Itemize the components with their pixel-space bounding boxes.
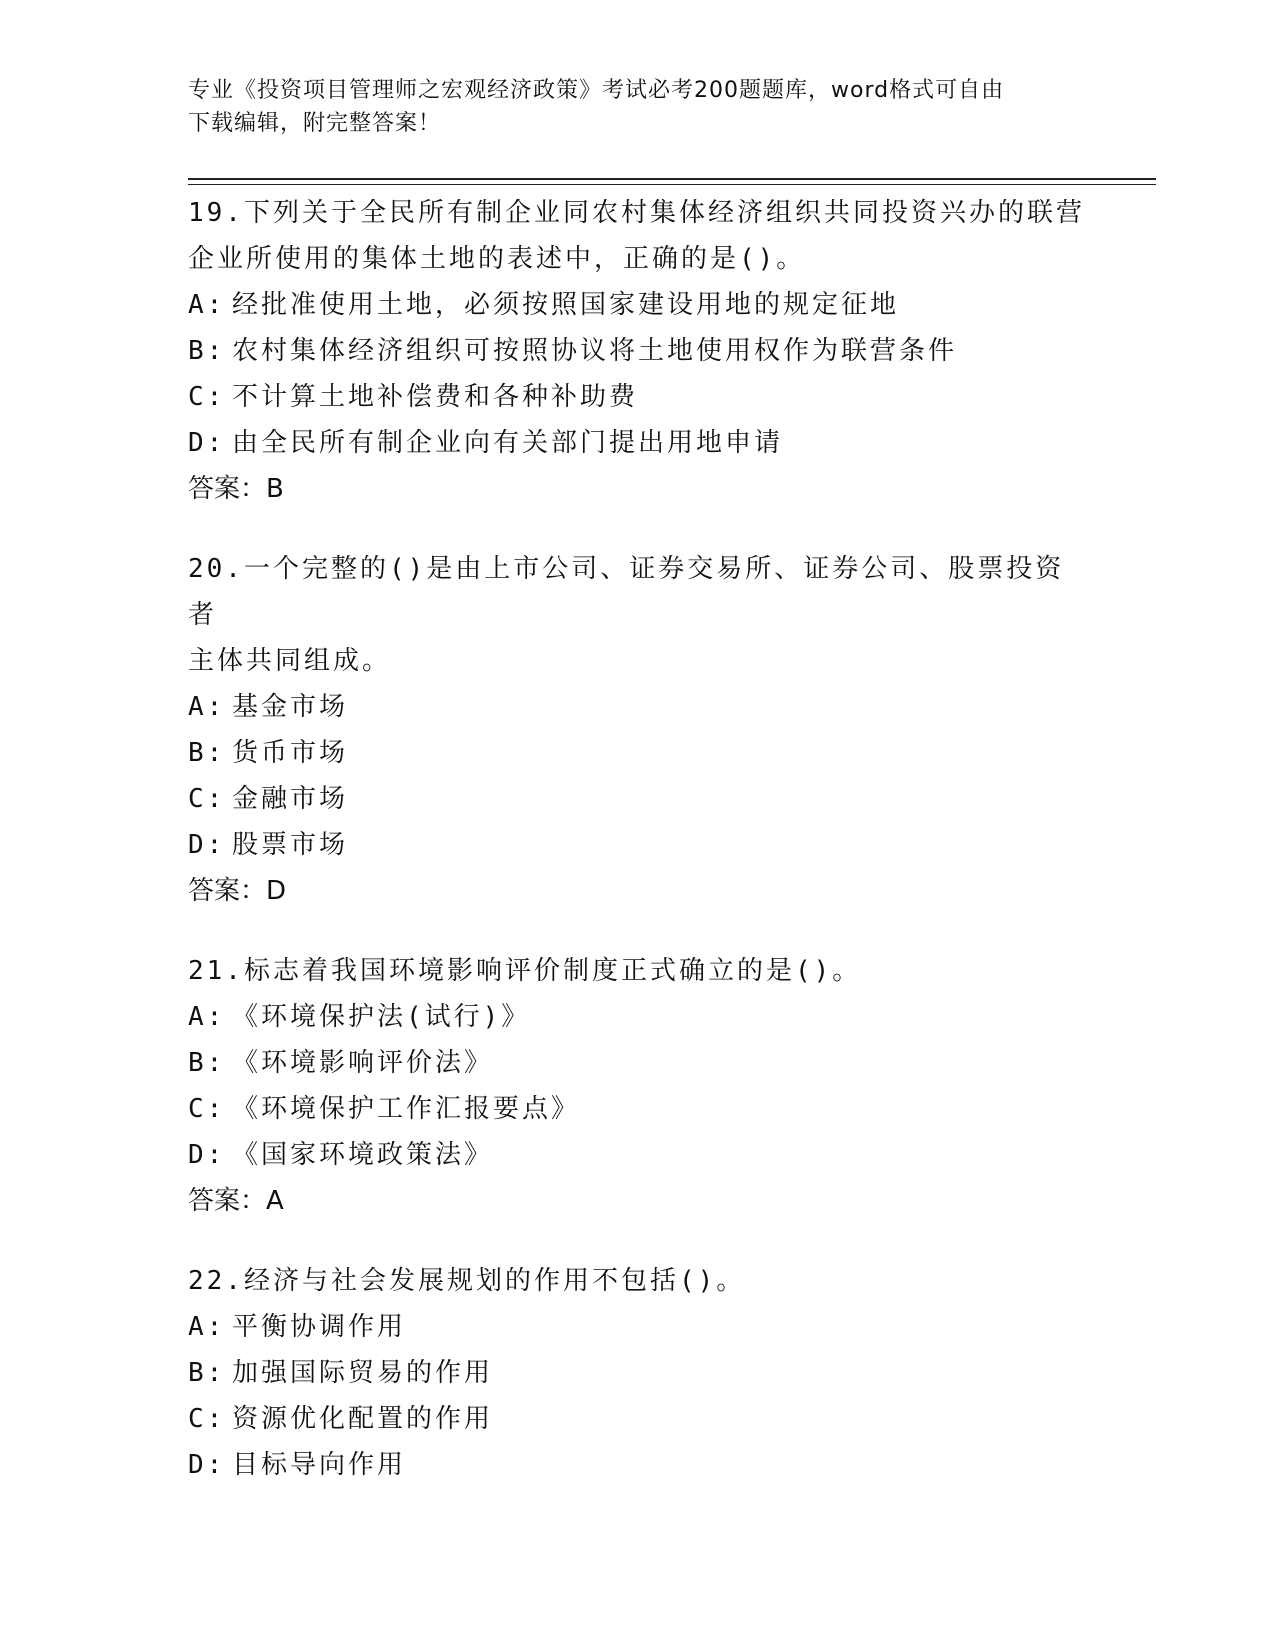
option-text: 股票市场 [232, 830, 349, 860]
option-text: 《环境影响评价法》 [232, 1048, 494, 1078]
option-c [188, 1396, 1088, 1442]
question-stem-line-1: 22.经济与社会发展规划的作用不包括()。 [188, 1266, 746, 1296]
option-key: D: [188, 428, 226, 458]
question-stem [188, 190, 1088, 282]
option-text: 由全民所有制企业向有关部门提出用地申请 [232, 428, 784, 458]
option-text: 平衡协调作用 [232, 1312, 407, 1342]
option-c [188, 374, 1088, 420]
option-text: 《国家环境政策法》 [232, 1140, 494, 1170]
option-key: B: [188, 336, 226, 366]
question-stem-line-2: 企业所使用的集体土地的表述中，正确的是()。 [188, 244, 806, 274]
option-b [188, 1350, 1088, 1396]
question-22 [188, 1258, 1088, 1488]
answer-label: 答案：B [188, 474, 284, 504]
option-text: 基金市场 [232, 692, 349, 722]
option-key: B: [188, 1048, 226, 1078]
option-key: C: [188, 382, 226, 412]
option-key: A: [188, 290, 226, 320]
question-20 [188, 546, 1088, 914]
option-text: 货币市场 [232, 738, 349, 768]
option-key: A: [188, 1312, 226, 1342]
option-d [188, 1132, 1088, 1178]
option-d [188, 822, 1088, 868]
question-21 [188, 948, 1088, 1224]
question-stem-line-1: 20.一个完整的()是由上市公司、证券交易所、证券公司、股票投资者 [188, 554, 1065, 630]
answer-label: 答案：A [188, 1186, 284, 1216]
option-a [188, 282, 1088, 328]
option-key: C: [188, 1094, 226, 1124]
option-key: B: [188, 1358, 226, 1388]
answer-label: 答案：D [188, 876, 287, 906]
option-key: D: [188, 1450, 226, 1480]
option-text: 农村集体经济组织可按照协议将土地使用权作为联营条件 [232, 336, 958, 366]
question-list [188, 190, 1088, 1522]
question-stem-line-1: 19.下列关于全民所有制企业同农村集体经济组织共同投资兴办的联营 [188, 198, 1085, 228]
question-stem [188, 948, 1088, 994]
option-d [188, 1442, 1088, 1488]
option-a [188, 1304, 1088, 1350]
header-divider-thick [188, 178, 1156, 180]
option-b [188, 1040, 1088, 1086]
option-text: 《环境保护法(试行)》 [232, 1002, 531, 1032]
option-c [188, 1086, 1088, 1132]
option-key: A: [188, 1002, 226, 1032]
option-key: C: [188, 1404, 226, 1434]
option-a [188, 684, 1088, 730]
option-key: B: [188, 738, 226, 768]
question-stem [188, 1258, 1088, 1304]
question-stem [188, 546, 1088, 684]
option-key: D: [188, 830, 226, 860]
option-text: 《环境保护工作汇报要点》 [232, 1094, 581, 1124]
question-19 [188, 190, 1088, 512]
option-text: 经批准使用土地，必须按照国家建设用地的规定征地 [232, 290, 900, 320]
option-text: 目标导向作用 [232, 1450, 407, 1480]
option-key: A: [188, 692, 226, 722]
option-b [188, 730, 1088, 776]
option-text: 金融市场 [232, 784, 349, 814]
question-stem-line-1: 21.标志着我国环境影响评价制度正式确立的是()。 [188, 956, 862, 986]
question-stem-line-2: 主体共同组成。 [188, 646, 392, 676]
header-divider-thin [188, 184, 1156, 185]
option-d [188, 420, 1088, 466]
header-line-2: 下载编辑，附完整答案！ [188, 111, 442, 136]
option-text: 加强国际贸易的作用 [232, 1358, 494, 1388]
option-b [188, 328, 1088, 374]
option-text: 不计算土地补偿费和各种补助费 [232, 382, 639, 412]
option-text: 资源优化配置的作用 [232, 1404, 494, 1434]
option-a [188, 994, 1088, 1040]
option-key: C: [188, 784, 226, 814]
option-key: D: [188, 1140, 226, 1170]
document-header [188, 74, 1068, 140]
option-c [188, 776, 1088, 822]
header-line-1: 专业《投资项目管理师之宏观经济政策》考试必考200题题库，word格式可自由 [188, 78, 1005, 103]
